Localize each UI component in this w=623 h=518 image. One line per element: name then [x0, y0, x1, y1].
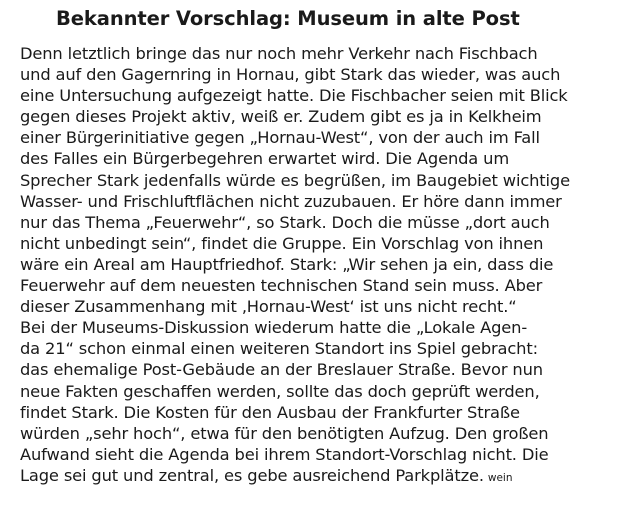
article-body	[20, 43, 620, 486]
article-line: des Falles ein Bürgerbegehren erwartet wird. Die Agenda um	[20, 149, 510, 169]
article-line: Sprecher Stark jedenfalls würde es begrüßen, im Baugebiet wichtige	[20, 170, 570, 190]
article-headline: Bekannter Vorschlag: Museum in alte Post	[56, 7, 520, 30]
article-line: Feuerwehr auf dem neuesten technischen Stand sein muss. Aber	[20, 276, 543, 296]
article-line: Wasser- und Frischluftflächen nicht zuzubauen. Er höre dann immer	[20, 191, 562, 211]
article-line: nicht unbedingt sein“, findet die Gruppe. Ein Vorschlag von ihnen	[20, 233, 544, 253]
article-line: nur das Thema „Feuerwehr“, so Stark. Doch die müsse „dort auch	[20, 212, 550, 232]
article-line: und auf den Gagernring in Hornau, gibt Stark das wieder, was auch	[20, 65, 561, 85]
article-line: gegen dieses Projekt aktiv, weiß er. Zudem gibt es ja in Kelkheim	[20, 107, 542, 127]
article-line: Aufwand sieht die Agenda bei ihrem Standort-Vorschlag nicht. Die	[20, 444, 549, 464]
article-line: das ehemalige Post-Gebäude an der Breslauer Straße. Bevor nun	[20, 360, 543, 380]
article-line: eine Untersuchung aufgezeigt hatte. Die Fischbacher seien mit Blick	[20, 86, 568, 106]
author-credit: wein	[487, 471, 513, 484]
article-line: da 21“ schon einmal einen weiteren Standort ins Spiel gebracht:	[20, 339, 538, 359]
article-line: dieser Zusammenhang mit ‚Hornau-West‘ ist uns nicht recht.“	[20, 297, 517, 317]
article-line: findet Stark. Die Kosten für den Ausbau der Frankfurter Straße	[20, 402, 520, 422]
article-line: neue Fakten geschaffen werden, sollte das doch geprüft werden,	[20, 381, 540, 401]
article-line: wäre ein Areal am Hauptfriedhof. Stark: „Wir sehen ja ein, dass die	[20, 254, 554, 274]
article-line: Bei der Museums-Diskussion wiederum hatte die „Lokale Agen-	[20, 318, 528, 338]
article-line: Denn letztlich bringe das nur noch mehr Verkehr nach Fischbach	[20, 44, 538, 63]
article-line: einer Bürgerinitiative gegen „Hornau-West“, von der auch im Fall	[20, 128, 540, 148]
article-line: Lage sei gut und zentral, es gebe ausreichend Parkplätze.	[20, 465, 484, 485]
article-line: würden „sehr hoch“, etwa für den benötigten Aufzug. Den großen	[20, 423, 549, 443]
article-last-line	[20, 465, 620, 486]
